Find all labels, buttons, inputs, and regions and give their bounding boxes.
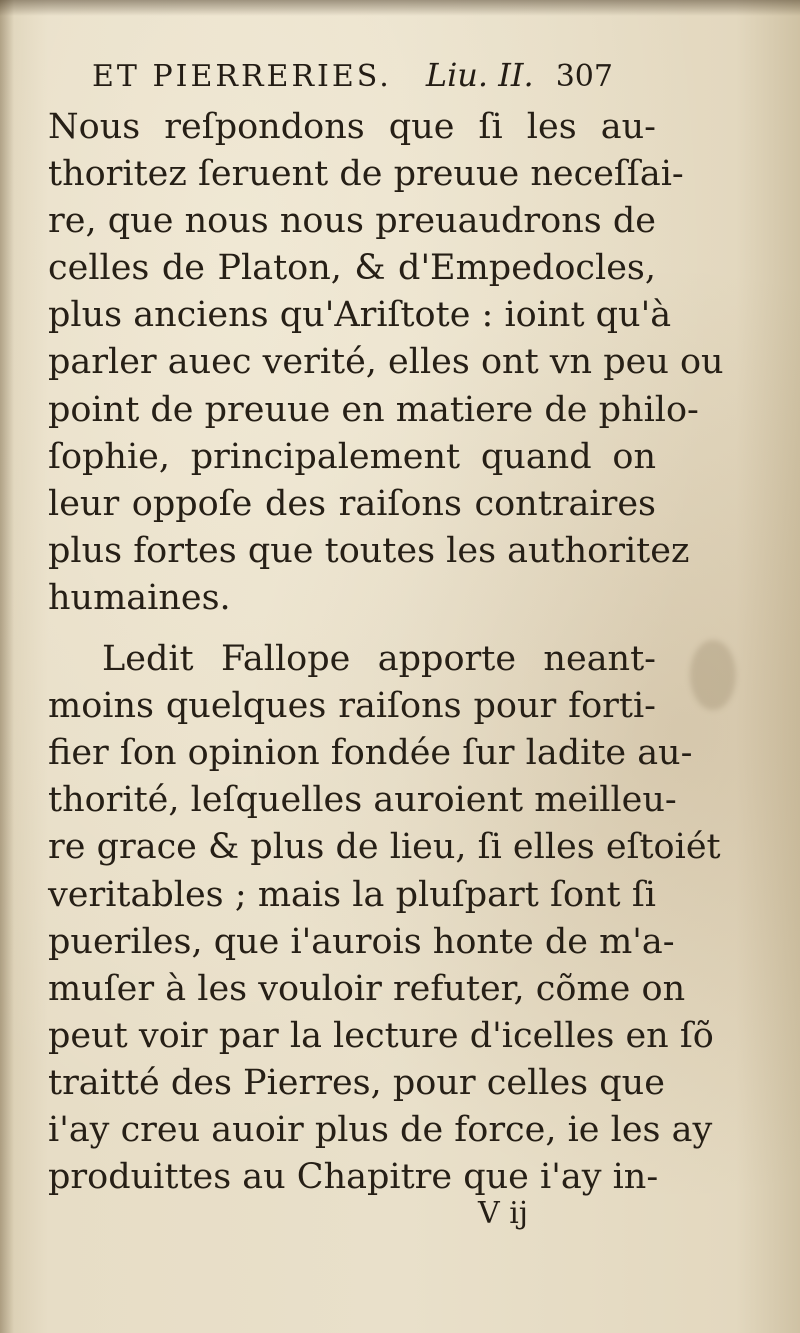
paragraph-gap: [48, 622, 656, 636]
text-line: fier ſon opinion fondée ſur ladite au-: [48, 733, 693, 774]
text-line: re, que nous nous preuaudrons de: [48, 201, 656, 242]
text-line: point de preuue en matiere de philo-: [48, 389, 699, 430]
text-line: pueriles, que i'aurois honte de m'a-: [48, 921, 675, 962]
text-line: traitté des Pierres, pour celles que: [48, 1062, 665, 1103]
page-edge-shadow-top: [0, 0, 800, 16]
text-line: ſophie, principalement quand on: [48, 436, 656, 477]
page-number: 307: [555, 59, 613, 94]
text-line: celles de Platon, & d'Empedocles,: [48, 248, 656, 289]
text-line-paragraph-end: humaines.: [48, 577, 231, 618]
text-line: thorité, leſquelles auroient meilleu-: [48, 780, 677, 821]
text-line-paragraph-start: Ledit Fallope apporte neant-: [102, 639, 656, 680]
text-line: leur oppoſe des raiſons contraires: [48, 483, 656, 524]
page-edge-shadow-left: [0, 0, 14, 1333]
text-line: produittes au Chapitre que i'ay in-: [48, 1157, 659, 1198]
text-line: veritables ; mais la pluſpart ſont ſi: [48, 874, 656, 915]
body-text: [48, 104, 724, 1201]
text-line: Nous reſpondons que ſi les au-: [48, 107, 656, 147]
text-line: re grace & plus de lieu, ſi elles eſtoiét: [48, 827, 721, 868]
text-line: plus anciens qu'Ariſtote : ioint qu'à: [48, 295, 672, 336]
text-line: i'ay creu auoir plus de force, ie les ay: [48, 1109, 713, 1150]
text-line: moins quelques raiſons pour forti-: [48, 686, 656, 727]
paper-stain: [690, 640, 736, 710]
signature-mark: V ij: [478, 1196, 529, 1231]
text-line: thoritez ſeruent de preuue neceſſai-: [48, 154, 684, 195]
text-line: parler auec verité, elles ont vn peu ou: [48, 342, 724, 383]
book-reference: Liu. II.: [425, 56, 534, 94]
text-line: peut voir par la lecture d'icelles en ſõ: [48, 1015, 714, 1056]
running-title: ET PIERRERIES.: [92, 59, 392, 94]
text-line: muſer à les vouloir refuter, cõme on: [48, 968, 686, 1009]
running-header: [92, 56, 666, 106]
text-line: plus fortes que toutes les authoritez: [48, 530, 690, 571]
